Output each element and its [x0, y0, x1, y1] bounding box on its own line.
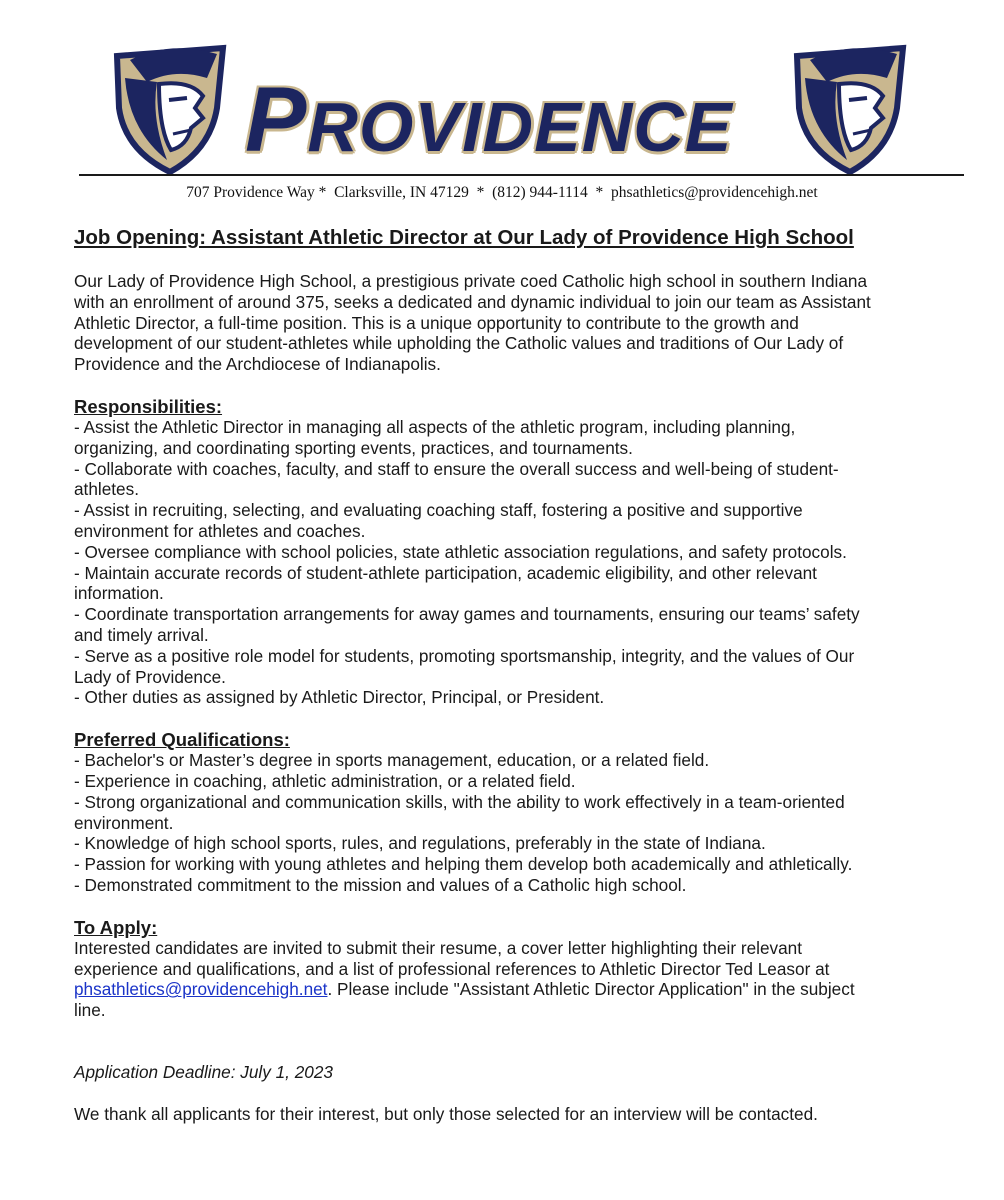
list-item: - Bachelor's or Master’s degree in sports management, education, or a related field. [74, 750, 710, 771]
list-item: - Serve as a positive role model for students, promoting sportsmanship, integrity, and the values of Our [74, 645, 855, 666]
list-item: information. [74, 583, 164, 604]
school-wordmark: PROVIDENCE [245, 69, 733, 171]
qualifications-heading: Preferred Qualifications: [74, 729, 290, 751]
responsibilities-list [74, 417, 934, 708]
list-item: and timely arrival. [74, 624, 209, 645]
list-item: - Maintain accurate records of student-athlete participation, academic eligibility, and other relevant [74, 562, 817, 583]
knight-helmet-icon [775, 38, 925, 178]
apply-paragraph: Interested candidates are invited to submit their resume, a cover letter highlighting their relevant experience and qualifications, and a list of professional references to Athletic Director Ted Leasor at phsathletics@providencehigh.net. Please include "Assistant Athletic Director Application" in the subject line. [74, 937, 855, 1021]
list-item: - Collaborate with coaches, faculty, and staff to ensure the overall success and well-being of student- [74, 458, 839, 479]
list-item: - Experience in coaching, athletic administration, or a related field. [74, 770, 576, 791]
list-item: - Passion for working with young athletes and helping them develop both academically and athletically. [74, 854, 853, 875]
email-link[interactable]: phsathletics@providencehigh.net [74, 979, 328, 1000]
list-item: Lady of Providence. [74, 666, 226, 687]
contact-address: 707 Providence Way * Clarksville, IN 47129 * (812) 944-1114 * phsathletics@providencehigh.net [186, 184, 818, 201]
list-item: - Assist the Athletic Director in managing all aspects of the athletic program, including planning, [74, 416, 796, 437]
page-title: Job Opening: Assistant Athletic Director at Our Lady of Providence High School [74, 226, 854, 249]
list-item: - Oversee compliance with school policies, state athletic association regulations, and safety protocols. [74, 541, 847, 562]
list-item: athletes. [74, 479, 139, 500]
list-item: - Other duties as assigned by Athletic Director, Principal, or President. [74, 687, 605, 708]
responsibilities-heading: Responsibilities: [74, 395, 223, 417]
list-item: environment. [74, 812, 174, 833]
application-deadline: Application Deadline: July 1, 2023 [74, 1061, 333, 1082]
apply-heading: To Apply: [74, 916, 158, 938]
job-posting [74, 226, 934, 1125]
list-item: - Demonstrated commitment to the mission and values of a Catholic high school. [74, 874, 687, 895]
list-item: organizing, and coordinating sporting events, practices, and tournaments. [74, 437, 633, 458]
list-item: - Coordinate transportation arrangements for away games and tournaments, ensuring our teams’ safety [74, 604, 860, 625]
letterhead-divider [79, 174, 964, 176]
knight-helmet-icon [95, 38, 245, 178]
list-item: - Assist in recruiting, selecting, and evaluating coaching staff, fostering a positive and supportive [74, 500, 803, 521]
intro-paragraph: Our Lady of Providence High School, a prestigious private coed Catholic high school in southern Indiana with an enrollment of around 375, seeks a dedicated and dynamic individual to join our team as Assistant Athletic Director, a full-time position. This is a unique opportunity to contribute to the growth and development of our student-athletes while upholding the Catholic values and traditions of Our Lady of Providence and the Archdiocese of Indianapolis. [74, 271, 871, 375]
list-item: - Knowledge of high school sports, rules, and regulations, preferably in the state of Indiana. [74, 833, 766, 854]
list-item: environment for athletes and coaches. [74, 520, 366, 541]
letterhead [0, 0, 1004, 210]
list-item: - Strong organizational and communication skills, with the ability to work effectively in a team-oriented [74, 791, 845, 812]
closing-note: We thank all applicants for their interest, but only those selected for an interview will be contacted. [74, 1103, 818, 1124]
qualifications-list [74, 750, 934, 896]
